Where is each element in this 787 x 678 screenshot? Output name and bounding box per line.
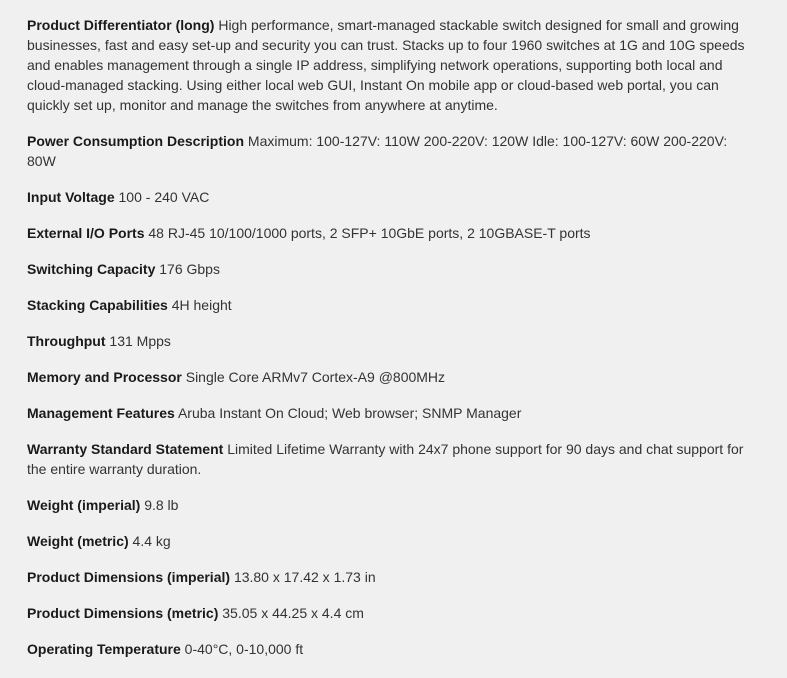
spec-external-io-ports: [27, 223, 747, 243]
spec-value: 4.4 kg: [132, 533, 171, 549]
spec-value: 13.80 x 17.42 x 1.73 in: [233, 569, 376, 585]
spec-value: 9.8 lb: [144, 497, 179, 513]
spec-label: External I/O Ports: [27, 225, 145, 241]
spec-label: Stacking Capabilities: [27, 297, 168, 313]
spec-label: Product Dimensions (imperial): [27, 569, 231, 585]
spec-value: 100 - 240 VAC: [118, 189, 210, 205]
spec-weight-metric: [27, 531, 747, 551]
spec-label: Weight (imperial): [27, 497, 141, 513]
spec-label: Management Features: [27, 405, 175, 421]
spec-label: Input Voltage: [27, 189, 115, 205]
spec-value: Limited Lifetime Warranty with 24x7 phone support for 90 days and chat support for the entire warranty duration.: [27, 441, 744, 477]
spec-input-voltage: [27, 187, 747, 207]
spec-label: Warranty Standard Statement: [27, 441, 224, 457]
spec-value: Maximum: 100-127V: 110W 200-220V: 120W Idle: 100-127V: 60W 200-220V: 80W: [27, 133, 728, 169]
spec-label: Product Dimensions (metric): [27, 605, 219, 621]
spec-label: Switching Capacity: [27, 261, 156, 277]
spec-throughput: [27, 331, 747, 351]
spec-value: Aruba Instant On Cloud; Web browser; SNMP Manager: [177, 405, 522, 421]
spec-switching-capacity: [27, 259, 747, 279]
spec-management-features: [27, 403, 747, 423]
spec-value: 131 Mpps: [109, 333, 171, 349]
spec-power-consumption: [27, 131, 747, 171]
spec-label: Power Consumption Description: [27, 133, 245, 149]
spec-value: 176 Gbps: [159, 261, 220, 277]
spec-label: Operating Temperature: [27, 641, 181, 657]
spec-warranty: [27, 439, 747, 479]
spec-value: 35.05 x 44.25 x 4.4 cm: [222, 605, 364, 621]
spec-operating-temperature: [27, 639, 747, 659]
spec-value: High performance, smart-managed stackable switch designed for small and growing businesses, fast and easy set-up and security you can trust. Stacks up to four 1960 switches at 1G and 10G speeds and enables management through a single IP address, simplifying network operations, supporting both local and cloud-managed stacking. Using either local web GUI, Instant On mobile app or cloud-based web portal, you can quickly set up, monitor and manage the switches from anywhere at anytime.: [27, 17, 745, 113]
spec-weight-imperial: [27, 495, 747, 515]
spec-value: 48 RJ-45 10/100/1000 ports, 2 SFP+ 10GbE ports, 2 10GBASE-T ports: [148, 225, 591, 241]
spec-label: Weight (metric): [27, 533, 129, 549]
spec-dimensions-imperial: [27, 567, 747, 587]
spec-value: Single Core ARMv7 Cortex-A9 @800MHz: [185, 369, 446, 385]
spec-dimensions-metric: [27, 603, 747, 623]
spec-value: 4H height: [171, 297, 232, 313]
spec-label: Throughput: [27, 333, 106, 349]
spec-product-differentiator: [27, 15, 747, 115]
spec-memory-processor: [27, 367, 747, 387]
spec-value: 0-40°C, 0-10,000 ft: [184, 641, 304, 657]
product-specifications-list: [27, 15, 747, 675]
spec-label: Product Differentiator (long): [27, 17, 215, 33]
spec-stacking-capabilities: [27, 295, 747, 315]
spec-label: Memory and Processor: [27, 369, 182, 385]
